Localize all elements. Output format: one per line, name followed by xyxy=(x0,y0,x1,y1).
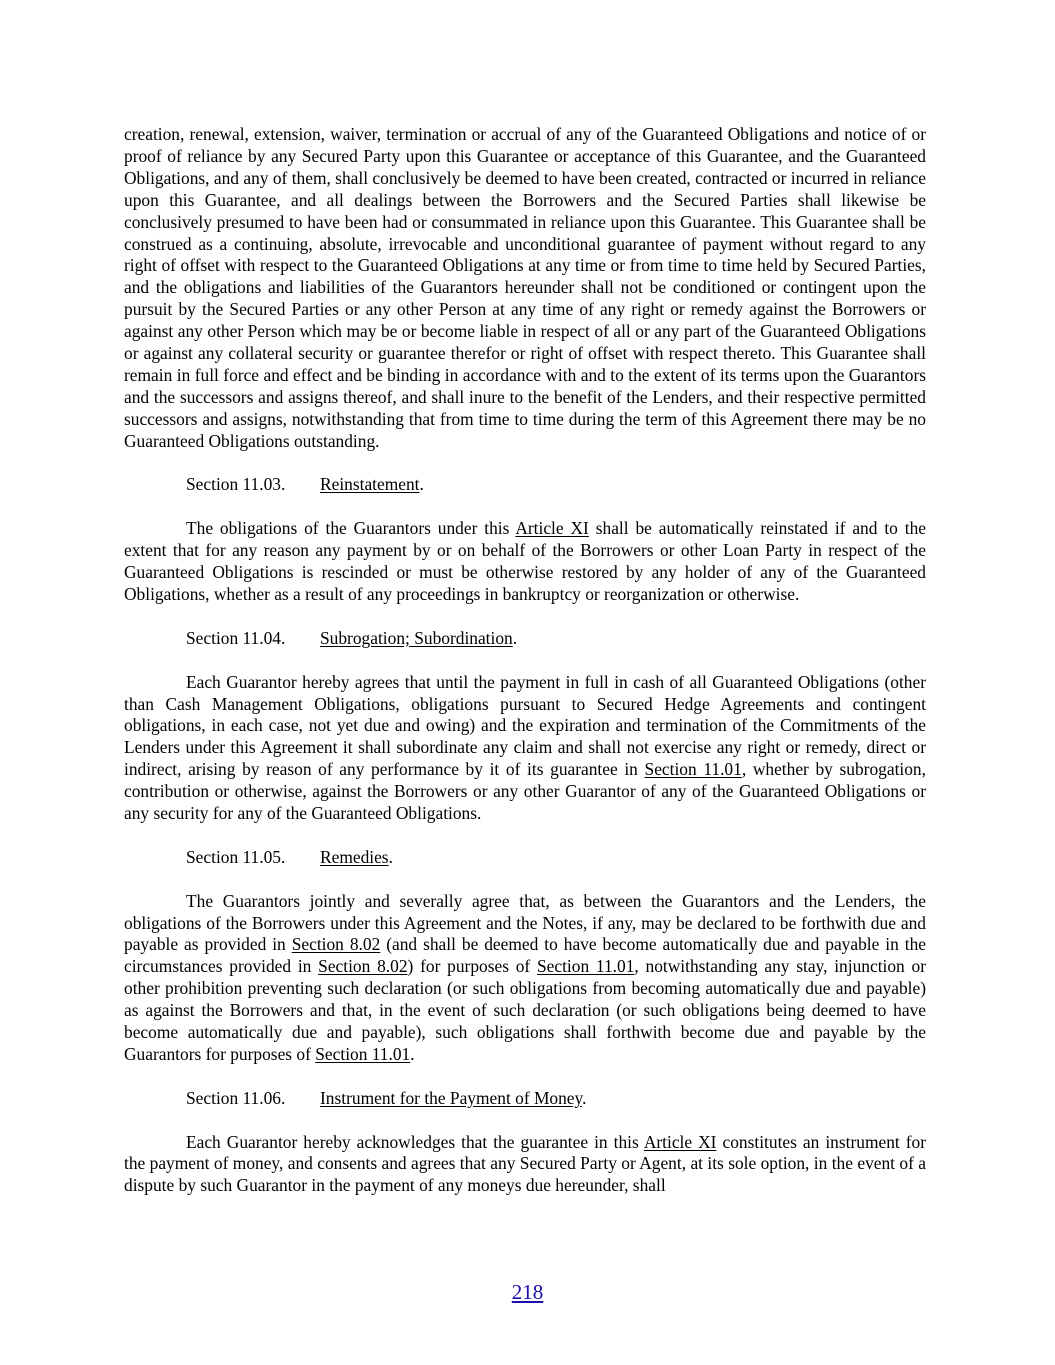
cross-reference: Article XI xyxy=(515,518,589,539)
paragraph-text: ) for purposes of xyxy=(407,956,537,977)
body-paragraph xyxy=(124,1132,926,1198)
section-number: Section 11.03. xyxy=(186,474,286,495)
section-title-suffix: . xyxy=(419,474,424,495)
section-heading xyxy=(124,474,926,496)
section-title-suffix: . xyxy=(582,1087,587,1108)
paragraph-text: , whether by subrogation, contribution or otherwise, against the Borrowers or any other Guarantor of any of the Guaranteed Obligations or any security for any of the Guaranteed Obligations. xyxy=(124,759,926,824)
paragraph-text: . xyxy=(410,1043,415,1064)
cross-reference: Article XI xyxy=(643,1131,717,1152)
cross-reference: Section 11.01 xyxy=(315,1043,411,1064)
cross-reference: Section 11.01 xyxy=(536,956,635,977)
paragraph-text: The Guarantors jointly and severally agree that, as between the Guarantors and the Lenders, the obligations of the Borrowers under this Agreement and the Notes, if any, may be declared to be forthwith due and payable as provided in xyxy=(124,890,926,955)
cross-reference: Section 8.02 xyxy=(291,934,381,955)
cross-reference: Section 11.01 xyxy=(644,759,742,780)
paragraph-text: , notwithstanding any stay, injunction or other prohibition preventing such declaration (or such obligations from becoming automatically due and payable) as against the Borrowers and that, in the event of such declaration (or such obligations being deemed to have become automatically due and payable), such obligations shall forthwith become due and payable by the Guarantors for purposes of xyxy=(124,956,927,1064)
section-title: Remedies xyxy=(320,846,389,867)
section-number: Section 11.05. xyxy=(186,846,286,867)
document-page xyxy=(124,124,926,1219)
section-heading xyxy=(124,1088,926,1110)
paragraph-text: Each Guarantor hereby acknowledges that the guarantee in this xyxy=(186,1131,644,1152)
paragraph-text: Each Guarantor hereby agrees that until the payment in full in cash of all Guaranteed Obligations (other than Cash Management Obligations, obligations pursuant to Secured Hedge Agreements and contingent obligations, in each case, not yet due and owing) and the expiration and termination of the Commitments of the Lenders under this Agreement it shall subordinate any claim and shall not exercise any right or remedy, direct or indirect, arising by reason of any performance by it of its guarantee in xyxy=(124,671,926,780)
section-title-suffix: . xyxy=(388,846,393,867)
section-title: Instrument for the Payment of Money xyxy=(320,1087,583,1108)
section-number: Section 11.04. xyxy=(186,627,286,648)
section-title: Subrogation; Subordination xyxy=(320,627,513,648)
paragraph-text: constitutes an instrument for the payment of money, and consents and agrees that any Secured Party or Agent, at its sole option, in the event of a dispute by such Guarantor in the payment of any moneys due hereunder, shall xyxy=(124,1131,927,1196)
body-paragraph xyxy=(124,672,926,825)
paragraph-text: The obligations of the Guarantors under this xyxy=(186,518,516,539)
section-heading xyxy=(124,847,926,869)
page-number-link[interactable]: 218 xyxy=(511,1280,544,1304)
section-number: Section 11.06. xyxy=(186,1087,286,1108)
section-title-suffix: . xyxy=(512,627,518,648)
paragraph-text: shall be automatically reinstated if and to the extent that for any reason any payment by or on behalf of the Borrowers or other Loan Party in respect of the Guaranteed Obligations is rescinded or must be otherwise restored by any holder of any of the Guaranteed Obligations, whether as a result of any proceedings in bankruptcy or reorganization or otherwise. xyxy=(124,518,926,604)
body-paragraph xyxy=(124,518,926,606)
body-paragraph xyxy=(124,891,926,1066)
paragraph-text: creation, renewal, extension, waiver, termination or accrual of any of the Guaranteed Obligations and notice of or proof of reliance by any Secured Party upon this Guarantee or acceptance of this Guarantee, and the Guaranteed Obligations, and any of them, shall conclusively be deemed to have been created, contracted or incurred in reliance upon this Guarantee, and all dealings between the Borrowers and the Secured Parties shall likewise be conclusively presumed to have been had or consummated in reliance upon this Guarantee. This Guarantee shall be construed as a continuing, absolute, irrevocable and unconditional guarantee of payment without regard to any right of offset with respect to the Guaranteed Obligations at any time or from time to time held by Secured Parties, and the obligations and liabilities of the Guarantors hereunder shall not be conditioned or contingent upon the pursuit by the Secured Parties or any other Person at any time of any right or remedy against the Borrowers or against any other Person which may be or become liable in respect of all or any part of the Guaranteed Obligations or against any collateral security or guarantee therefor or right of offset with respect thereto. This Guarantee shall remain in full force and effect and be binding in accordance with and to the extent of its terms upon the Guarantors and the successors and assigns thereof, and shall inure to the benefit of the Lenders, and their respective permitted successors and assigns, notwithstanding that from time to time during the term of this Agreement there may be no Guaranteed Obligations outstanding. xyxy=(124,124,926,451)
paragraph-text: (and shall be deemed to have become automatically due and payable in the circumstances provided in xyxy=(124,934,927,977)
section-title: Reinstatement xyxy=(320,474,420,495)
section-heading xyxy=(124,628,926,650)
body-paragraph xyxy=(124,124,926,453)
cross-reference: Section 8.02 xyxy=(318,956,408,977)
